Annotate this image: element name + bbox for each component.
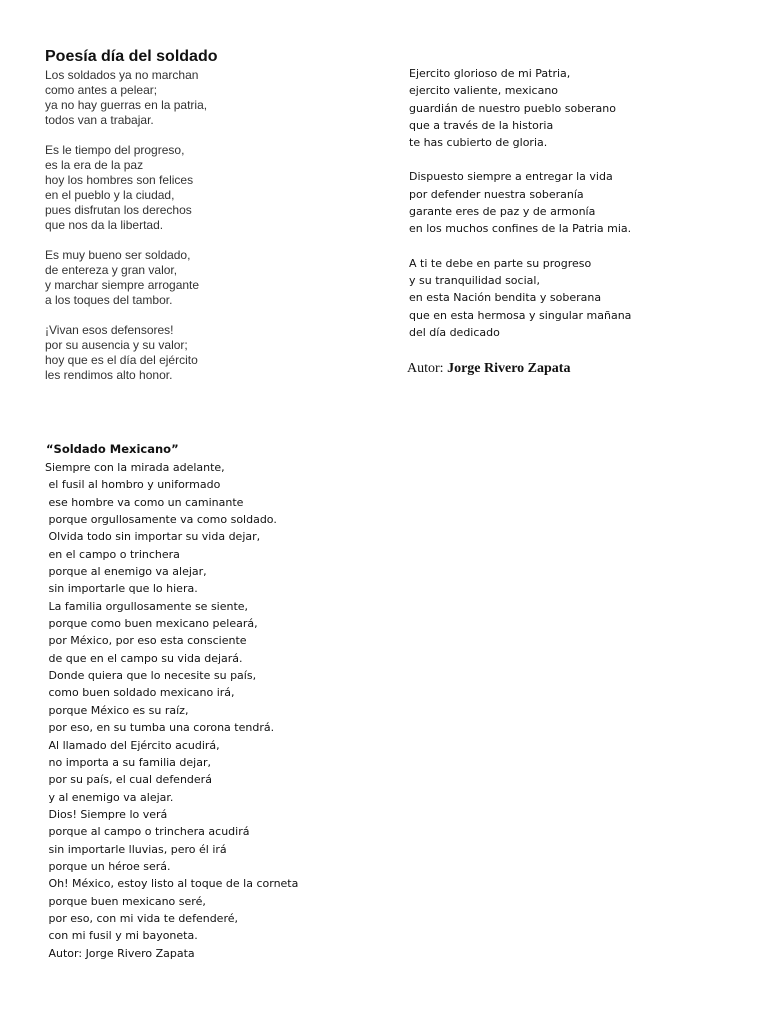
poem-line: sin importarle que lo hiera. (45, 582, 198, 596)
poem-line: Dios! Siempre lo verá (45, 807, 168, 821)
poem-line: sin importarle lluvias, pero él irá (45, 842, 227, 856)
poem-line: a los toques del tambor. (45, 293, 173, 307)
poem-author-line: Autor: Jorge Rivero Zapata (45, 946, 195, 960)
poem-line: que a través de la historia (409, 118, 554, 132)
poem-line: ejercito valiente, mexicano (409, 84, 559, 98)
poem-ejercito-glorioso (409, 65, 759, 358)
poem-line: es la era de la paz (45, 158, 144, 172)
author-name: Jorge Rivero Zapata (447, 361, 571, 376)
poem-line: ya no hay guerras en la patria, (45, 98, 208, 112)
poem-line: por México, por eso esta consciente (45, 634, 247, 648)
poem-line: porque al enemigo va alejar, (45, 565, 207, 579)
poem-line: garante eres de paz y de armonía (409, 205, 596, 219)
poem-line: y su tranquilidad social, (409, 273, 540, 287)
poem-stanza (45, 323, 385, 383)
poem-line: de entereza y gran valor, (45, 263, 178, 277)
poem-stanza (45, 248, 385, 308)
poem-line: les rendimos alto honor. (45, 368, 173, 382)
poem-line: hoy los hombres son felices (45, 173, 194, 187)
poem-title-soldado-mexicano: “Soldado Mexicano” (46, 442, 179, 456)
poem-soldado-mexicano (45, 459, 405, 962)
poem-line: como buen soldado mexicano irá, (45, 686, 235, 700)
poem-line: no importa a su familia dejar, (45, 755, 211, 769)
poem-title-poesia-dia-del-soldado: Poesía día del soldado (45, 48, 218, 65)
poem-line: te has cubierto de gloria. (409, 136, 548, 150)
poem-line: porque buen mexicano seré, (45, 894, 206, 908)
poem-line: y al enemigo va alejar. (45, 790, 174, 804)
poem-line: que nos da la libertad. (45, 218, 164, 232)
poem-stanza (45, 68, 385, 128)
poem-line: en los muchos confines de la Patria mia. (409, 222, 632, 236)
poem-line: Es muy bueno ser soldado, (45, 248, 191, 262)
poem-line: en el pueblo y la ciudad, (45, 188, 175, 202)
poem-stanza (409, 168, 759, 237)
poem-line: porque al campo o trinchera acudirá (45, 825, 250, 839)
poem-line: A ti te debe en parte su progreso (409, 256, 592, 270)
poem-author-credit (407, 360, 570, 378)
poem-line: por su ausencia y su valor; (45, 338, 188, 352)
poem-line: ¡Vivan esos defensores! (45, 323, 174, 337)
poem-line: porque un héroe será. (45, 859, 171, 873)
poem-line: Oh! México, estoy listo al toque de la corneta (45, 877, 299, 891)
poem-line: Los soldados ya no marchan (45, 68, 199, 82)
poem-line: Siempre con la mirada adelante, (45, 461, 225, 474)
poem-line: de que en el campo su vida dejará. (45, 651, 243, 665)
poem-line: del día dedicado (409, 325, 500, 339)
poem-line: pues disfrutan los derechos (45, 203, 192, 217)
poem-line: el fusil al hombro y uniformado (45, 478, 221, 492)
poem-line: porque orgullosamente va como soldado. (45, 513, 277, 527)
poem-line: por su país, el cual defenderá (45, 773, 212, 787)
poem-line: por eso, en su tumba una corona tendrá. (45, 721, 275, 735)
poem-line: porque México es su raíz, (45, 703, 189, 717)
poem-stanza (409, 255, 759, 341)
poem-line: Es le tiempo del progreso, (45, 143, 185, 157)
poem-line: por defender nuestra soberanía (409, 187, 584, 201)
poem-line: hoy que es el día del ejército (45, 353, 198, 367)
poem-los-soldados (45, 68, 385, 398)
poem-stanza (409, 65, 759, 151)
poem-line: Olvida todo sin importar su vida dejar, (45, 530, 261, 544)
poem-line: La familia orgullosamente se siente, (45, 599, 249, 613)
poem-line: en el campo o trinchera (45, 547, 180, 561)
poem-line: y marchar siempre arrogante (45, 278, 200, 292)
poem-line: como antes a pelear; (45, 83, 158, 97)
poem-line: Dispuesto siempre a entregar la vida (409, 170, 613, 184)
poem-line: porque como buen mexicano peleará, (45, 617, 258, 631)
poem-line: Donde quiera que lo necesite su país, (45, 669, 257, 683)
poem-stanza (45, 143, 385, 233)
poem-line: guardián de nuestro pueblo soberano (409, 101, 616, 115)
poem-line: con mi fusil y mi bayoneta. (45, 929, 198, 943)
poem-line: Al llamado del Ejército acudirá, (45, 738, 220, 752)
poem-line: ese hombre va como un caminante (45, 495, 244, 509)
poem-line: que en esta hermosa y singular mañana (409, 308, 632, 322)
poem-line: Ejercito glorioso de mi Patria, (409, 67, 571, 80)
poem-line: todos van a trabajar. (45, 113, 154, 127)
author-label: Autor: (407, 361, 444, 376)
poem-line: por eso, con mi vida te defenderé, (45, 911, 238, 925)
poem-line: en esta Nación bendita y soberana (409, 291, 602, 305)
